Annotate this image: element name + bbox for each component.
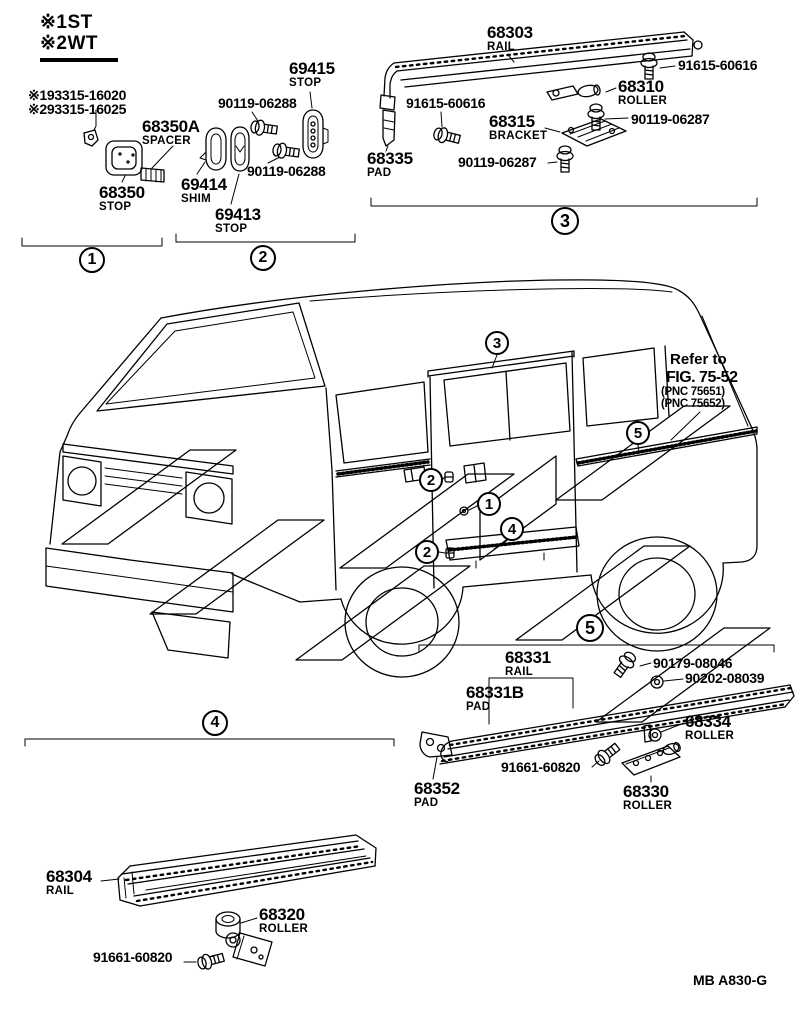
- page-code: MB A830-G: [693, 972, 768, 988]
- part-label-91615-60616-r: 91615-60616: [678, 57, 758, 73]
- callout-2: 2: [250, 245, 276, 271]
- part-label-91615-60616-l: 91615-60616: [406, 95, 486, 111]
- callout-5: 5: [626, 421, 650, 445]
- part-label-68335: 68335 PAD: [367, 149, 413, 179]
- callout-5: 5: [576, 614, 604, 642]
- callout-3: 3: [551, 207, 579, 235]
- part-label-90202-08039: 90202-08039: [685, 670, 765, 686]
- legend-line-2: ※2WT: [40, 33, 99, 55]
- van-drawing: [46, 280, 757, 677]
- part-label-68330: 68330 ROLLER: [623, 782, 673, 812]
- part-label-68350A: 68350A SPACER: [142, 117, 200, 147]
- note-line-1: Refer to: [670, 351, 727, 368]
- callout-2: 2: [419, 468, 443, 492]
- part-label-ref-93315-2: ※293315-16025: [28, 101, 127, 117]
- part-label-68331B: 68331B PAD: [466, 683, 524, 713]
- part-label-91661-60820-m: 91661-60820: [501, 759, 581, 775]
- part-label-68303: 68303 RAIL: [487, 23, 533, 53]
- note-line-3: (PNC 75651): [661, 386, 725, 399]
- note-line-4: (PNC 75652): [661, 398, 725, 411]
- part-label-91661-60820-b: 91661-60820: [93, 949, 173, 965]
- part-label-68331: 68331 RAIL: [505, 648, 551, 678]
- part-label-69414: 69414 SHIM: [181, 175, 227, 205]
- part-label-68310: 68310 ROLLER: [618, 77, 668, 107]
- part-label-68352: 68352 PAD: [414, 779, 460, 809]
- part-label-68350: 68350 STOP: [99, 183, 145, 213]
- part-label-90119-06288-b: 90119-06288: [247, 163, 326, 179]
- part-label-90119-06287-c: 90119-06287: [458, 154, 537, 170]
- callout-4: 4: [500, 517, 524, 541]
- legend-underline: [40, 58, 118, 62]
- callout-1: 1: [79, 247, 105, 273]
- part-label-69413: 69413 STOP: [215, 205, 261, 235]
- part-label-68320: 68320 ROLLER: [259, 905, 309, 935]
- part-label-90179-08046: 90179-08046: [653, 655, 733, 671]
- part-label-90119-06288-a: 90119-06288: [218, 95, 297, 111]
- part-label-69415: 69415 STOP: [289, 59, 335, 89]
- part-label-68315: 68315 BRACKET: [489, 112, 548, 142]
- legend-note: [40, 12, 118, 62]
- callout-2: 2: [415, 540, 439, 564]
- callout-4: 4: [202, 710, 228, 736]
- part-label-68304: 68304 RAIL: [46, 867, 92, 897]
- note-line-2: FIG. 75-52: [666, 368, 738, 386]
- legend-line-1: ※1ST: [40, 12, 93, 33]
- part-label-68334: 68334 ROLLER: [685, 712, 735, 742]
- refer-to-note: [661, 352, 737, 410]
- callout-1: 1: [477, 492, 501, 516]
- callout-3: 3: [485, 331, 509, 355]
- part-label-90119-06287-r: 90119-06287: [631, 111, 710, 127]
- part-label-ref-93315-1: ※193315-16020: [28, 87, 127, 103]
